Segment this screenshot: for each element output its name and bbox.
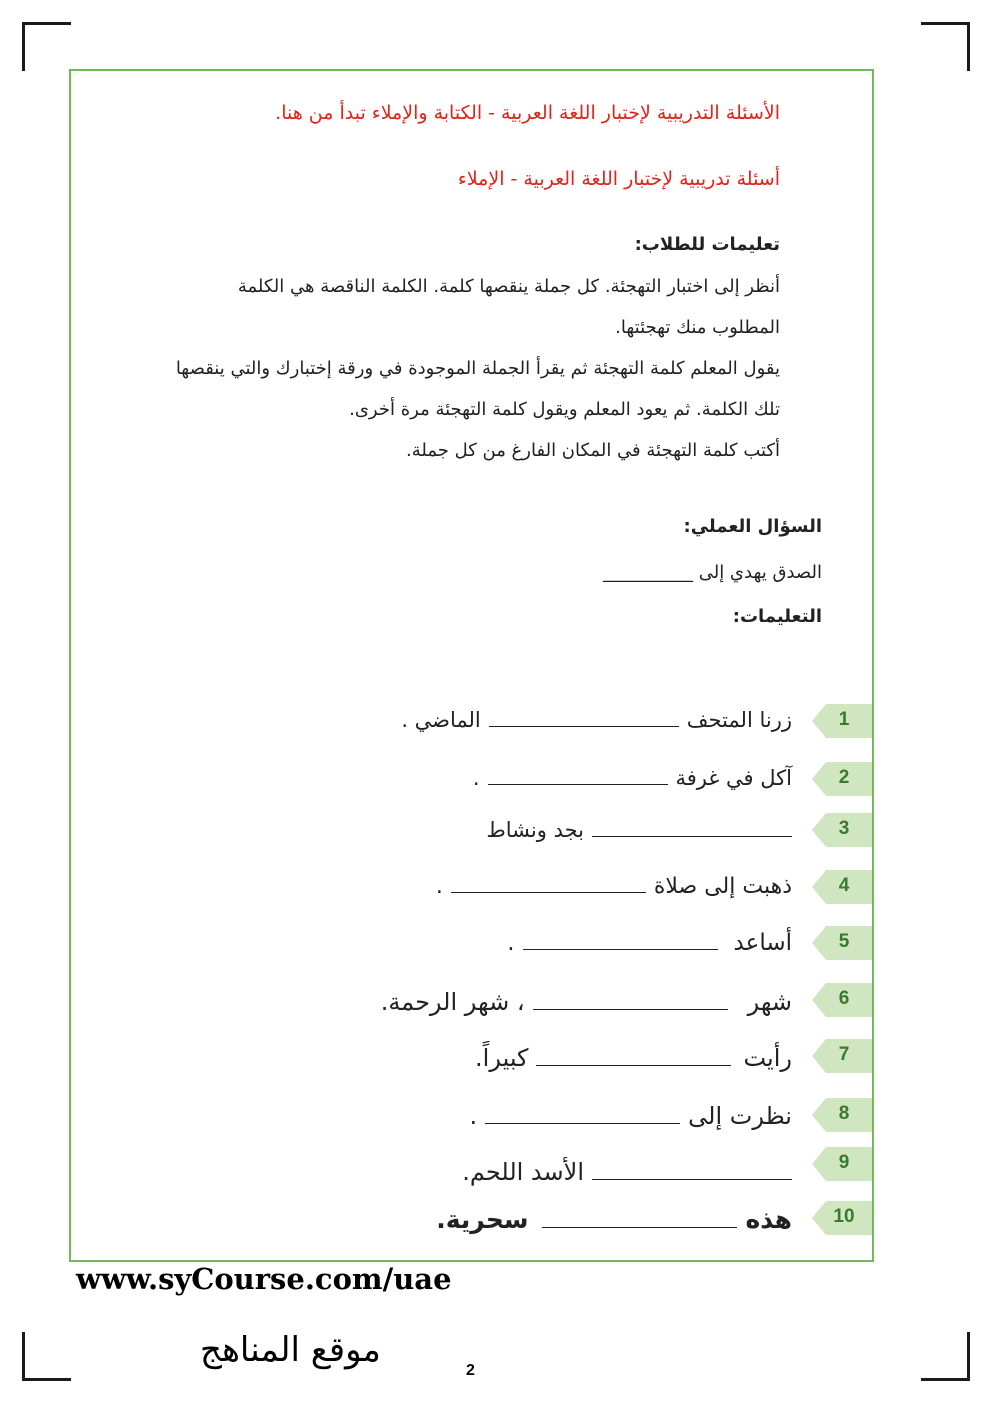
question-text-after: الأسد اللحم.: [462, 1158, 584, 1186]
page-title: الأسئلة التدريبية لإختبار اللغة العربية - الكتابة والإملاء تبدأ من هنا.: [275, 102, 780, 124]
question-number-tab: [812, 1039, 872, 1073]
answer-blank[interactable]: [542, 1209, 737, 1228]
question-text-after: .: [469, 1102, 478, 1130]
practical-example: [603, 562, 822, 583]
question-number-tab: [812, 1201, 872, 1235]
question-number: 8: [838, 1103, 850, 1124]
site-name: موقع المناهج: [200, 1330, 381, 1370]
answer-blank[interactable]: [451, 874, 646, 893]
answer-blank[interactable]: [592, 818, 792, 837]
question-row: [401, 708, 792, 732]
question-number: 1: [838, 709, 850, 730]
question-number-tab: [812, 704, 872, 738]
question-text-after: بجد ونشاط: [486, 818, 584, 842]
question-number-tab: [812, 983, 872, 1017]
instructions-line: أكتب كلمة التهجئة في المكان الفارغ من كل جملة.: [405, 440, 780, 461]
answer-blank[interactable]: [488, 766, 668, 785]
question-row: [507, 930, 792, 956]
question-row: [381, 988, 792, 1016]
question-number: 4: [838, 875, 850, 896]
question-row: [470, 1102, 792, 1130]
question-text-before: هذه: [745, 1205, 792, 1234]
question-row: [473, 766, 792, 790]
question-text-before: رأيت: [743, 1044, 792, 1072]
page-subtitle: أسئلة تدريبية لإختبار اللغة العربية - الإملاء: [457, 168, 780, 190]
practical-question-title: السؤال العملي:: [683, 516, 822, 537]
question-number-tab: [812, 1098, 872, 1132]
answer-blank[interactable]: [523, 931, 718, 950]
question-text-before: زرنا المتحف: [686, 708, 792, 732]
question-number: 2: [838, 767, 850, 788]
instructions-line: يقول المعلم كلمة التهجئة ثم يقرأ الجملة الموجودة في ورقة إختبارك والتي ينقصها: [175, 358, 780, 379]
question-number: 6: [838, 988, 850, 1009]
practical-instructions-label: التعليمات:: [732, 606, 822, 627]
answer-blank[interactable]: [533, 991, 728, 1010]
page-number: 2: [466, 1362, 475, 1379]
question-number: 3: [838, 818, 850, 839]
question-row: [436, 1205, 792, 1234]
question-text-after: سحرية.: [436, 1205, 529, 1234]
question-text-before: شهر: [747, 988, 792, 1016]
question-number: 7: [838, 1044, 850, 1065]
question-number-tab: [812, 870, 872, 904]
answer-blank[interactable]: [592, 1161, 792, 1180]
question-number-tab: [812, 813, 872, 847]
instructions-line: تلك الكلمة. ثم يعود المعلم ويقول كلمة التهجئة مرة أخرى.: [349, 399, 780, 420]
question-number: 5: [838, 931, 850, 952]
footer-url[interactable]: www.syCourse.com/uae: [76, 1262, 452, 1296]
instructions-line: المطلوب منك تهجئتها.: [615, 317, 780, 338]
question-number-tab: [812, 926, 872, 960]
question-text-after: .: [472, 766, 480, 790]
question-row: [462, 1158, 792, 1186]
question-number: 9: [838, 1152, 850, 1173]
practical-example-blank: __________: [602, 562, 693, 583]
crop-mark-bottom-left: [22, 1332, 71, 1381]
question-text-before: نظرت إلى: [688, 1102, 792, 1130]
question-text-before: ذهبت إلى صلاة: [653, 874, 792, 899]
crop-mark-top-right: [921, 22, 970, 71]
question-row: [436, 874, 792, 899]
question-number: 10: [833, 1206, 855, 1227]
question-text-before: آكل في غرفة: [675, 766, 792, 790]
question-text-after: الماضي .: [401, 708, 481, 732]
question-row: [486, 818, 792, 842]
question-text-before: أساعد: [733, 930, 792, 956]
question-row: [475, 1044, 792, 1072]
crop-mark-bottom-right: [921, 1332, 970, 1381]
answer-blank[interactable]: [489, 708, 679, 727]
answer-blank[interactable]: [536, 1047, 731, 1066]
question-number-tab: [812, 1147, 872, 1181]
answer-blank[interactable]: [485, 1105, 680, 1124]
question-text-after: .: [507, 930, 515, 956]
crop-mark-top-left: [22, 22, 71, 71]
instructions-title: تعليمات للطلاب:: [634, 234, 780, 255]
question-text-after: .: [435, 874, 443, 899]
question-text-after: كبيراً.: [475, 1044, 529, 1072]
question-text-after: ، شهر الرحمة.: [380, 988, 525, 1016]
practical-example-text: الصدق يهدي إلى: [698, 562, 822, 583]
question-number-tab: [812, 762, 872, 796]
instructions-line: أنظر إلى اختبار التهجئة. كل جملة ينقصها كلمة. الكلمة الناقصة هي الكلمة: [237, 276, 780, 297]
